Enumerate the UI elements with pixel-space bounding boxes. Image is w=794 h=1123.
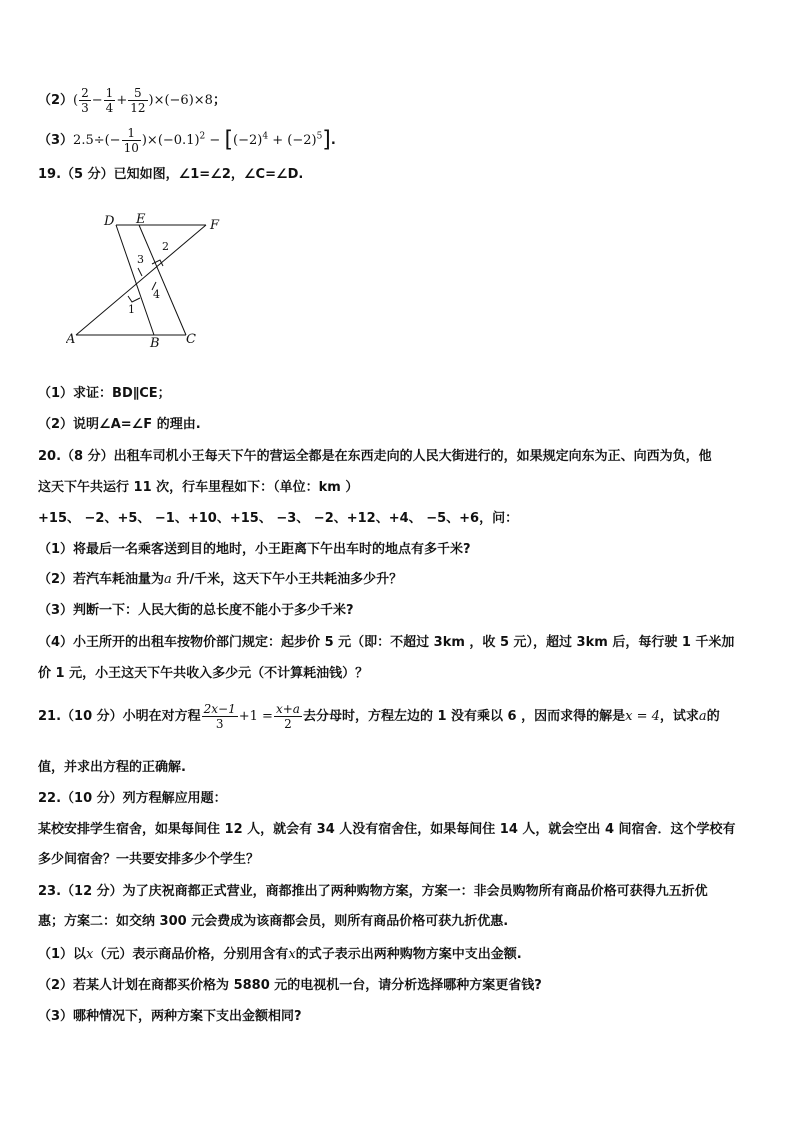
angle-3-mark [138, 268, 142, 276]
q19-title: 19.（5 分）已知如图，∠1=∠2，∠C=∠D. [38, 167, 304, 182]
angle-label-3: 3 [137, 253, 144, 266]
q22-line2: 多少间宿舍？一共要安排多少个学生？ [38, 852, 260, 867]
q19-sub2: （2）说明∠A=∠F 的理由. [38, 417, 201, 432]
line-db [116, 225, 154, 335]
line-af [76, 225, 206, 335]
fraction: $\frac{1}{4}$ [105, 86, 114, 115]
part-label: （2） [38, 93, 74, 108]
geometry-figure [66, 212, 236, 347]
q21-line1: 21.（10 分）小明在对方程 $\frac{2x-1}{3}$ +1 = $\frac{x+a}{2}$ 去分母时，方程左边的 1 没有乘以 6 ，因而求得的解是x = 4，试求a的 [38, 702, 720, 731]
q22-title: 22.（10 分）列方程解应用题： [38, 791, 227, 806]
q23-sub1: （1）以x（元）表示商品价格，分别用含有x的式子表示出两种购物方案中支出金额. [38, 947, 522, 962]
q20-sub4-line2: 价 1 元，小王这天下午共收入多少元（不计算耗油钱）？ [38, 666, 369, 681]
label-e: E [136, 212, 146, 227]
q18-part3: （3）2.5÷(− $\frac{1}{10}$ )$\times(-0.1)^2 - [(-2)^4 + (-2)^5]$. [38, 126, 336, 155]
q23-line2: 惠；方案二：如交纳 300 元会费成为该商都会员，则所有商品价格可获九折优惠. [38, 914, 509, 929]
q20-sub4-line1: （4）小王所开的出租车按物价部门规定：起步价 5 元（即：不超过 3km ，收 5 元），超过 3km 后，每行驶 1 千米加 [38, 635, 735, 650]
fraction: $\frac{2}{3}$ [81, 86, 89, 115]
q20-line1: 20.（8 分）出租车司机小王每天下午的营运全都是在东西走向的人民大街进行的，如果规定向东为正、向西为负，他 [38, 449, 712, 464]
angle-label-4: 4 [153, 288, 160, 301]
part-label: （3） [38, 133, 74, 148]
q20-line2: 这天下午共运行 11 次，行车里程如下：（单位：km ） [38, 480, 359, 495]
fraction: $\frac{5}{12}$ [130, 86, 146, 115]
label-c: C [186, 332, 196, 347]
fraction: $\frac{2x-1}{3}$ [203, 702, 236, 731]
q23-sub2: （2）若某人计划在商都买价格为 5880 元的电视机一台，请分析选择哪种方案更省钱? [38, 978, 542, 993]
q20-sub3: （3）判断一下：人民大街的总长度不能小于多少千米? [38, 603, 354, 618]
angle-1-mark [128, 296, 140, 302]
q23-line1: 23.（12 分）为了庆祝商都正式营业，商都推出了两种购物方案，方案一：非会员购物所有商品价格可获得九五折优 [38, 884, 708, 899]
q18-part2: （2）( $\frac{2}{3}$ − $\frac{1}{4}$ + $\frac{5}{12}$ )×(−6)×8； [38, 86, 226, 115]
angle-label-1: 1 [128, 303, 135, 316]
angle-label-2: 2 [162, 240, 169, 253]
label-a: A [66, 332, 76, 347]
q19-sub1: （1）求证：BD∥CE； [38, 386, 171, 401]
q23-sub3: （3）哪种情况下，两种方案下支出金额相同? [38, 1009, 302, 1024]
fraction: $\frac{x+a}{2}$ [275, 702, 300, 731]
label-b: B [150, 336, 160, 347]
label-f: F [210, 218, 220, 233]
q20-sub1: （1）将最后一名乘客送到目的地时，小王距离下午出车时的地点有多千米? [38, 542, 471, 557]
angle-2-mark [152, 260, 163, 266]
q21-line2: 值，并求出方程的正确解. [38, 760, 186, 775]
q20-data: +15、 −2、+5、 −1、+10、+15、 −3、 −2、+12、+4、 −5、+6，问： [38, 511, 519, 526]
q20-sub2: （2）若汽车耗油量为a 升/千米，这天下午小王共耗油多少升？ [38, 572, 403, 587]
q22-line1: 某校安排学生宿舍，如果每间住 12 人，就会有 34 人没有宿舍住，如果每间住 14 人，就会空出 4 间宿舍．这个学校有 [38, 822, 736, 837]
fraction: $\frac{1}{10}$ [123, 126, 139, 155]
label-d: D [104, 214, 115, 229]
